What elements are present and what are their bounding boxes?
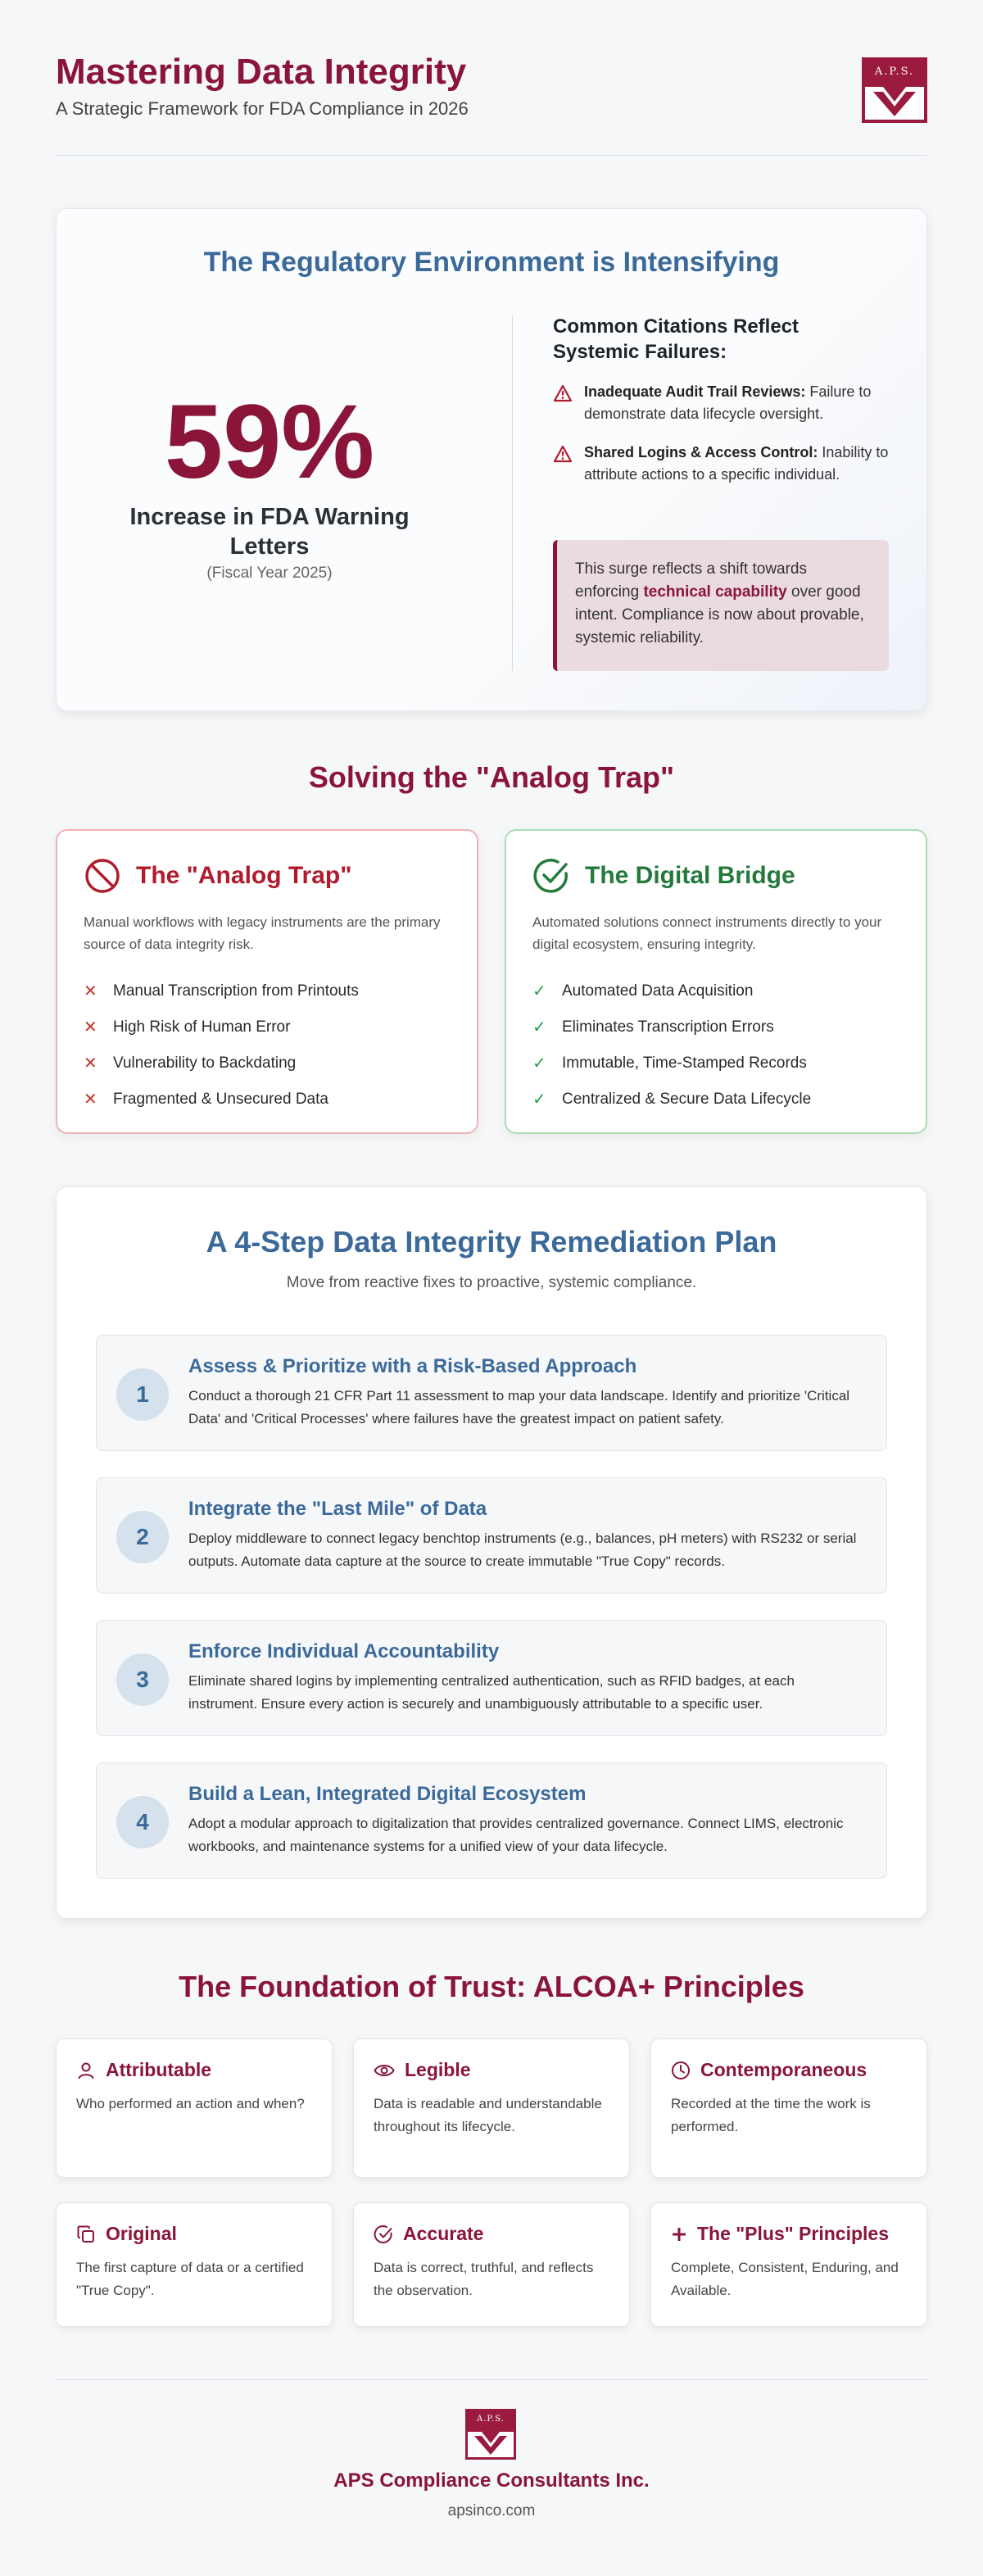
list-item	[84, 973, 451, 1009]
list-item-label: Centralized & Secure Data Lifecycle	[562, 1091, 812, 1108]
logo-chevron-icon	[862, 57, 927, 123]
list-item-label: Eliminates Transcription Errors	[562, 1018, 774, 1036]
step-description: Conduct a thorough 21 CFR Part 11 assessment to map your data landscape. Identify and prioritize 'Critical Data' and 'Critical Processes' where failures have the greatest impact on patient safety.	[188, 1388, 850, 1426]
divider	[512, 315, 513, 671]
footer-logo	[465, 2409, 516, 2460]
x-icon: ✕	[84, 1091, 97, 1109]
citation-text: Inability to attribute actions to a specific individual.	[584, 444, 889, 483]
footer-logo-text: A.P.S.	[477, 2415, 505, 2424]
eye-icon	[374, 2061, 395, 2080]
plan-step	[96, 1335, 887, 1451]
clock-icon	[671, 2061, 691, 2080]
company-name: APS Compliance Consultants Inc.	[333, 2469, 650, 2492]
note-highlight: technical capability	[643, 583, 787, 601]
principle-card	[353, 2039, 630, 2178]
list-item-label: Fragmented & Unsecured Data	[113, 1091, 328, 1108]
stat-label: Increase in FDA Warning Letters	[129, 504, 410, 560]
step-number: 2	[116, 1511, 169, 1563]
plan-title: A 4-Step Data Integrity Remediation Plan	[206, 1225, 777, 1259]
step-description: Eliminate shared logins by implementing centralized authentication, such as RFID badges, at each instrument. Ensure every action is securely and unambiguously attributable to a specific user.	[188, 1673, 795, 1712]
principle-title: The "Plus" Principles	[697, 2223, 889, 2244]
list-item	[532, 1082, 899, 1118]
step-title: Enforce Individual Accountability	[188, 1640, 500, 1662]
list-item	[532, 1009, 899, 1045]
company-url[interactable]: apsinco.com	[447, 2502, 536, 2519]
warning-letters-stat	[122, 383, 417, 583]
principle-title: Attributable	[106, 2059, 212, 2080]
check-circle-icon	[532, 857, 570, 895]
principle-card	[56, 2039, 333, 2178]
principle-card	[650, 2039, 927, 2178]
principle-description: Who performed an action and when?	[76, 2096, 305, 2111]
principle-description: Complete, Consistent, Enduring, and Available.	[671, 2260, 899, 2298]
warning-triangle-icon	[553, 381, 584, 425]
regulatory-card	[56, 208, 927, 711]
aps-logo	[862, 57, 927, 123]
callout-note	[553, 540, 889, 671]
warning-triangle-icon	[553, 442, 584, 486]
principle-description: Data is readable and understandable throughout its lifecycle.	[374, 2096, 602, 2134]
principle-title: Original	[106, 2223, 177, 2244]
principle-description: The first capture of data or a certified "True Copy".	[76, 2260, 304, 2298]
logo-chevron-icon	[465, 2409, 516, 2460]
copy-icon	[76, 2225, 96, 2244]
logo-text: A.P.S.	[874, 66, 915, 78]
digital-bridge-description: Automated solutions connect instruments directly to your digital ecosystem, ensuring integrity.	[532, 914, 882, 952]
principle-description: Recorded at the time the work is performed.	[671, 2096, 871, 2134]
step-title: Integrate the "Last Mile" of Data	[188, 1498, 487, 1520]
list-item	[84, 1082, 451, 1118]
list-item-label: Immutable, Time-Stamped Records	[562, 1054, 807, 1072]
plan-step	[96, 1762, 887, 1879]
check-icon: ✓	[532, 1091, 546, 1109]
page-title: Mastering Data Integrity	[56, 52, 467, 92]
list-item-label: Vulnerability to Backdating	[113, 1054, 297, 1072]
citation-bold: Shared Logins & Access Control:	[584, 444, 818, 460]
prohibited-icon	[84, 857, 121, 895]
list-item	[84, 1009, 451, 1045]
principle-description: Data is correct, truthful, and reflects the observation.	[374, 2260, 594, 2298]
citation-item	[553, 442, 890, 486]
x-icon: ✕	[84, 1018, 97, 1036]
citation-bold: Inadequate Audit Trail Reviews:	[584, 383, 806, 400]
stat-value: 59%	[164, 383, 375, 501]
check-icon: ✓	[532, 1018, 546, 1036]
digital-bridge-list	[532, 973, 899, 1118]
list-item	[532, 973, 899, 1009]
citations-title: Common Citations Reflect Systemic Failures:	[553, 315, 800, 363]
step-number: 4	[116, 1796, 169, 1848]
step-description: Adopt a modular approach to digitalization that provides centralized governance. Connect LIMS, electronic workbooks, and maintenance systems for a unified view of your data lifecycle.	[188, 1816, 844, 1854]
principle-title: Legible	[405, 2059, 471, 2080]
check-icon: ✓	[532, 1054, 546, 1073]
step-description: Deploy middleware to connect legacy benchtop instruments (e.g., balances, pH meters) with RS232 or serial outputs. Automate data capture at the source to create immutable "True Copy" records.	[188, 1531, 857, 1569]
list-item-label: Automated Data Acquisition	[562, 982, 754, 1000]
footer-divider	[56, 2379, 927, 2380]
alcoa-section-title: The Foundation of Trust: ALCOA+ Principles	[179, 1970, 804, 2003]
list-item-label: Manual Transcription from Printouts	[113, 982, 359, 1000]
check-circle-icon	[374, 2225, 393, 2244]
x-icon: ✕	[84, 1054, 97, 1073]
step-title: Build a Lean, Integrated Digital Ecosystem	[188, 1783, 587, 1805]
check-icon: ✓	[532, 982, 546, 1000]
digital-bridge-title: The Digital Bridge	[585, 862, 795, 889]
plus-icon	[671, 2226, 687, 2243]
citation-text: Failure to demonstrate data lifecycle oversight.	[584, 383, 872, 422]
plan-step	[96, 1620, 887, 1736]
principle-card	[56, 2202, 333, 2327]
plan-step	[96, 1477, 887, 1594]
principle-card	[650, 2202, 927, 2327]
page-subtitle: A Strategic Framework for FDA Compliance in 2026	[56, 98, 469, 119]
step-title: Assess & Prioritize with a Risk-Based Approach	[188, 1355, 637, 1377]
analog-trap-card	[56, 829, 478, 1134]
step-number: 3	[116, 1653, 169, 1706]
user-icon	[76, 2061, 96, 2080]
note-text: This surge reflects a shift towards enforcing	[575, 560, 807, 601]
digital-bridge-card	[505, 829, 927, 1134]
list-item	[532, 1045, 899, 1082]
note-text: over good intent. Compliance is now about provable, systemic reliability.	[575, 583, 864, 646]
citation-item	[553, 381, 890, 425]
plan-subtitle: Move from reactive fixes to proactive, systemic compliance.	[286, 1274, 697, 1291]
analog-trap-title: The "Analog Trap"	[136, 862, 352, 889]
list-item-label: High Risk of Human Error	[113, 1018, 291, 1036]
step-number: 1	[116, 1368, 169, 1421]
analog-trap-description: Manual workflows with legacy instruments are the primary source of data integrity risk.	[84, 914, 441, 952]
principle-title: Contemporaneous	[700, 2059, 867, 2080]
stat-period: (Fiscal Year 2025)	[206, 565, 333, 582]
citations	[553, 314, 890, 486]
list-item	[84, 1045, 451, 1082]
principle-card	[353, 2202, 630, 2327]
regulatory-title: The Regulatory Environment is Intensifying	[203, 247, 780, 278]
page-header	[56, 49, 927, 156]
principle-title: Accurate	[403, 2223, 484, 2244]
analog-section-title: Solving the "Analog Trap"	[308, 760, 675, 794]
x-icon: ✕	[84, 982, 97, 1000]
remediation-plan-card	[56, 1186, 927, 1919]
analog-trap-list	[84, 973, 451, 1118]
